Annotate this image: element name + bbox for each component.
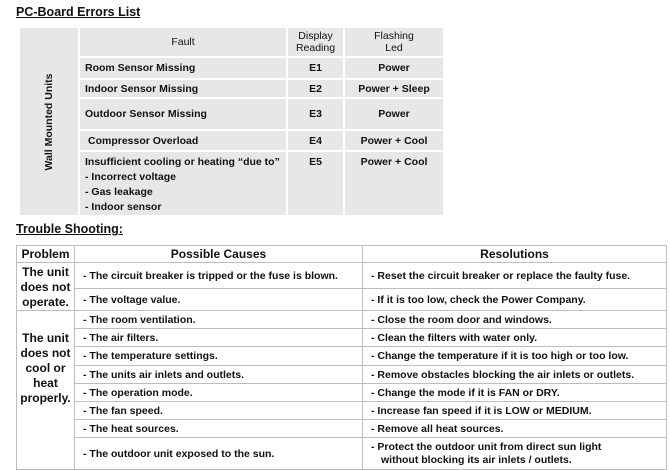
problem-line: The unit [22, 265, 69, 279]
led-header-line1: Flashing [374, 30, 414, 42]
fault-sub-item: - Incorrect voltage [85, 171, 177, 183]
resolution-line: - Protect the outdoor unit from direct sun light [371, 440, 602, 453]
cause-cell: - The circuit breaker is tripped or the fuse is blown. [75, 263, 363, 289]
led-cell: Power [344, 98, 444, 130]
resolutions-header: Resolutions [363, 246, 667, 263]
trouble-table [16, 245, 667, 470]
trouble-row [17, 289, 667, 311]
side-label-cell [19, 27, 79, 216]
cause-cell: - The operation mode. [75, 384, 363, 402]
problem-line: does not [20, 346, 71, 360]
led-cell: Power + Cool [344, 130, 444, 151]
fault-cell: Indoor Sensor Missing [79, 79, 287, 98]
cause-cell: - The temperature settings. [75, 347, 363, 366]
error-row [19, 98, 444, 130]
cause-cell: - The room ventilation. [75, 311, 363, 329]
error-row [19, 57, 444, 79]
display-header [287, 27, 344, 57]
display-header-line1: Display [298, 30, 333, 42]
errors-section-title: PC-Board Errors List [16, 5, 141, 19]
resolution-line: without blocking its air inlets / outlets. [381, 453, 572, 466]
trouble-row [17, 311, 667, 329]
problem-line: The unit [22, 331, 69, 345]
trouble-row [17, 329, 667, 347]
error-row [19, 151, 444, 216]
problem-line: cool or [25, 361, 66, 375]
problem-header: Problem [17, 246, 75, 263]
led-cell: Power [344, 57, 444, 79]
display-header-line2: Reading [295, 42, 336, 54]
code-cell: E2 [287, 79, 344, 98]
resolution-cell [363, 438, 667, 470]
trouble-section-title: Trouble Shooting: [16, 222, 123, 236]
fault-main: Insufficient cooling or heating “due to” [85, 156, 280, 168]
fault-cell: Outdoor Sensor Missing [79, 98, 287, 130]
code-cell: E3 [287, 98, 344, 130]
trouble-header-row [17, 246, 667, 263]
resolution-cell: - Remove all heat sources. [363, 420, 667, 438]
problem-line: operate. [22, 295, 69, 309]
code-cell: E1 [287, 57, 344, 79]
cause-cell: - The outdoor unit exposed to the sun. [75, 438, 363, 470]
code-cell: E5 [287, 151, 344, 216]
cause-cell: - The air filters. [75, 329, 363, 347]
resolution-cell: - Change the mode if it is FAN or DRY. [363, 384, 667, 402]
trouble-row [17, 347, 667, 366]
fault-cell [79, 151, 287, 216]
error-row [19, 79, 444, 98]
fault-sub-item: - Gas leakage [85, 186, 153, 198]
resolution-cell: - Close the room door and windows. [363, 311, 667, 329]
problem-line: properly. [20, 391, 71, 405]
fault-cell: Compressor Overload [79, 130, 287, 151]
problem-line: heat [33, 376, 58, 390]
led-header-line2: Led [385, 42, 403, 54]
error-row [19, 130, 444, 151]
errors-table [18, 26, 445, 217]
resolution-cell: - Reset the circuit breaker or replace the faulty fuse. [363, 263, 667, 289]
problem-line: does not [20, 280, 71, 294]
problem-cell [17, 263, 75, 311]
fault-sub-item: - Indoor sensor [85, 201, 162, 213]
resolution-cell: - Clean the filters with water only. [363, 329, 667, 347]
trouble-row [17, 438, 667, 470]
cause-cell: - The fan speed. [75, 402, 363, 420]
resolution-cell: - Remove obstacles blocking the air inlets or outlets. [363, 366, 667, 384]
led-cell: Power + Sleep [344, 79, 444, 98]
resolution-cell: - If it is too low, check the Power Company. [363, 289, 667, 311]
trouble-row [17, 366, 667, 384]
causes-header: Possible Causes [75, 246, 363, 263]
cause-cell: - The voltage value. [75, 289, 363, 311]
trouble-row [17, 384, 667, 402]
fault-cell: Room Sensor Missing [79, 57, 287, 79]
resolution-cell: - Increase fan speed if it is LOW or MEDIUM. [363, 402, 667, 420]
resolution-cell: - Change the temperature if it is too high or too low. [363, 347, 667, 366]
problem-cell [17, 311, 75, 470]
trouble-row [17, 402, 667, 420]
led-header [344, 27, 444, 57]
trouble-row [17, 263, 667, 289]
fault-header: Fault [79, 27, 287, 57]
cause-cell: - The units air inlets and outlets. [75, 366, 363, 384]
errors-header-row [19, 27, 444, 57]
led-cell: Power + Cool [344, 151, 444, 216]
code-cell: E4 [287, 130, 344, 151]
trouble-row [17, 420, 667, 438]
cause-cell: - The heat sources. [75, 420, 363, 438]
side-label: Wall Mounted Units [43, 72, 55, 171]
